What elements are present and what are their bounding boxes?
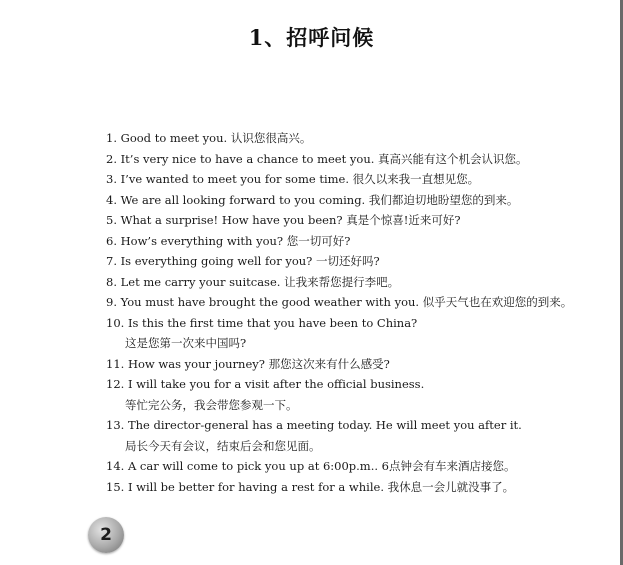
item-text: A car will come to pick you up at 6:00p.m.. 6点钟会有车来酒店接您。	[127, 459, 516, 473]
phrase-list	[106, 128, 606, 497]
list-item	[106, 374, 606, 395]
list-item	[106, 313, 606, 334]
item-number: 1.	[106, 131, 117, 145]
item-text: The director-general has a meeting today. He will meet you after it.	[127, 418, 522, 432]
list-item	[106, 210, 606, 231]
item-text: I will take you for a visit after the official business.	[127, 377, 425, 391]
item-text: It’s very nice to have a chance to meet you. 真高兴能有这个机会认识您。	[120, 151, 528, 166]
item-text: We are all looking forward to you coming. 我们都迫切地盼望您的到来。	[120, 192, 519, 207]
item-text: How was your journey? 那您这次来有什么感受?	[127, 356, 390, 371]
item-number: 7.	[106, 254, 117, 268]
item-text: How’s everything with you? 您一切可好?	[120, 233, 351, 248]
list-item	[106, 272, 606, 293]
page-number-badge	[88, 517, 124, 553]
item-text: I will be better for having a rest for a while. 我休息一会儿就没事了。	[127, 479, 515, 494]
list-item	[106, 477, 606, 498]
item-number: 2.	[106, 151, 117, 166]
item-text: You must have brought the good weather with you. 似乎天气也在欢迎您的到来。	[120, 295, 573, 309]
item-number: 4.	[106, 192, 117, 207]
item-number: 14.	[106, 459, 125, 473]
item-number: 6.	[106, 233, 117, 248]
item-translation: 局长今天有会议，结束后会和您见面。	[125, 438, 321, 453]
item-text: Let me carry your suitcase. 让我来帮您提行李吧。	[120, 274, 400, 289]
item-text: Is everything going well for you? 一切还好吗?	[120, 254, 380, 268]
page-number: 2	[100, 525, 112, 545]
list-item	[106, 415, 606, 436]
item-number: 5.	[106, 213, 117, 227]
list-item	[106, 190, 606, 211]
item-number: 11.	[106, 356, 125, 371]
list-item	[106, 169, 606, 190]
item-number: 12.	[106, 377, 125, 391]
item-number: 8.	[106, 274, 117, 289]
list-item	[106, 292, 606, 313]
list-item	[106, 354, 606, 375]
page-title: 1、招呼问候	[248, 25, 375, 51]
list-item	[106, 456, 606, 477]
item-translation: 这是您第一次来中国吗?	[125, 336, 247, 350]
list-item	[106, 149, 606, 170]
list-item	[106, 128, 606, 149]
item-number: 15.	[106, 479, 125, 494]
item-number: 3.	[106, 172, 117, 186]
item-translation: 等忙完公务，我会带您参观一下。	[125, 397, 298, 412]
item-text: What a surprise! How have you been? 真是个惊喜!近来可好?	[120, 213, 461, 227]
item-text: Is this the first time that you have been to China?	[127, 315, 418, 330]
list-item	[106, 231, 606, 252]
item-number: 10.	[106, 315, 125, 330]
item-text: I’ve wanted to meet you for some time. 很久以来我一直想见您。	[120, 172, 480, 186]
item-text: Good to meet you. 认识您很高兴。	[120, 131, 312, 145]
item-number: 13.	[106, 418, 125, 432]
item-number: 9.	[106, 295, 117, 309]
list-item	[106, 251, 606, 272]
